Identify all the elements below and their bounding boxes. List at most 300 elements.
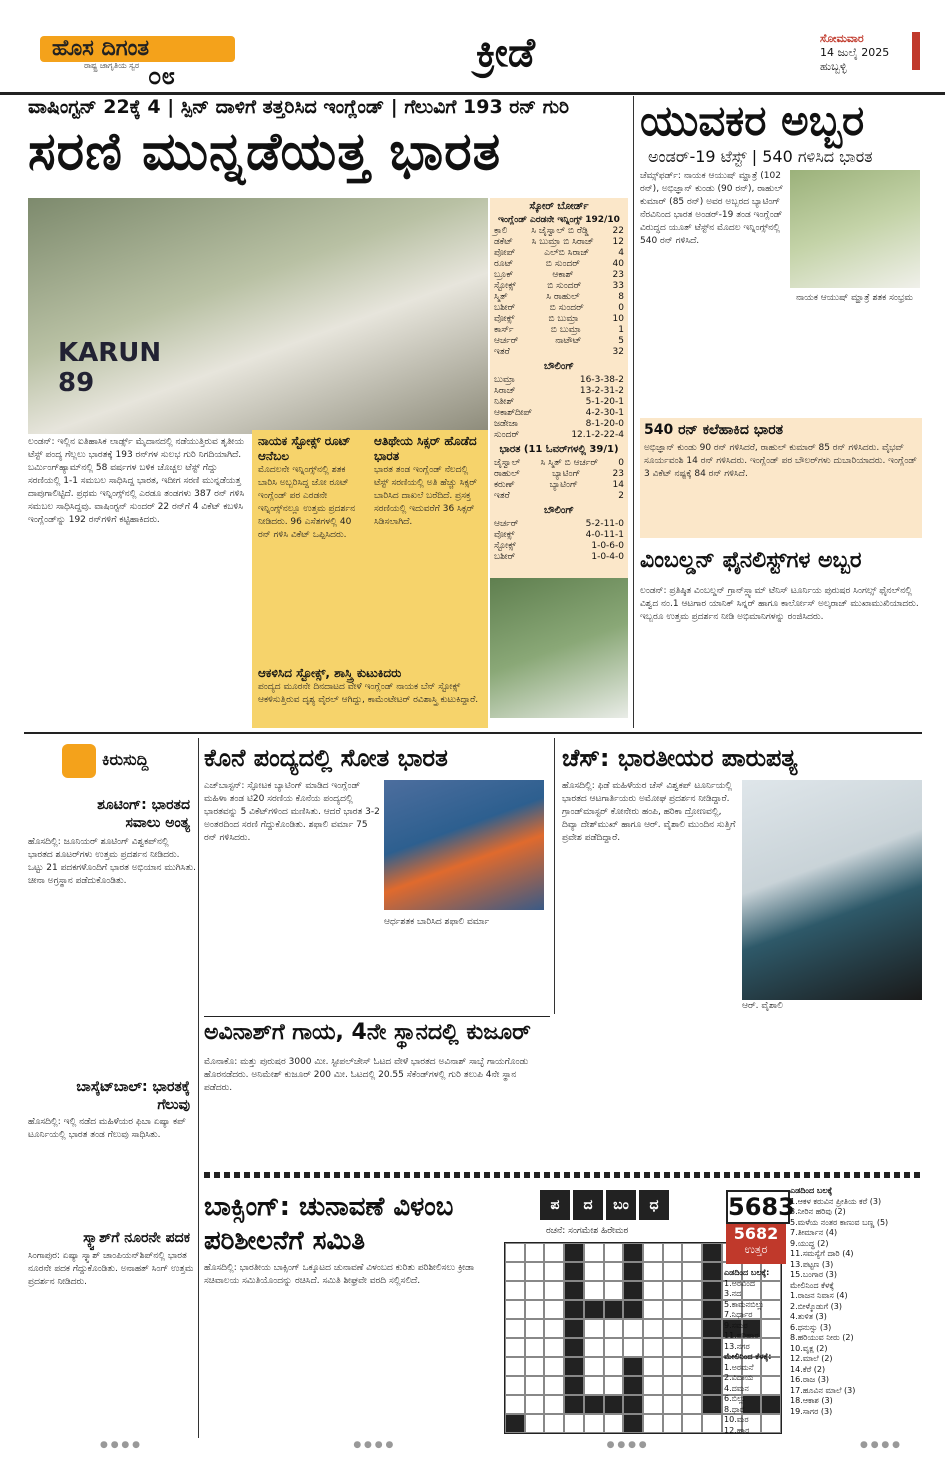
bowling-title: ಬೌಲಿಂಗ್ [544,361,574,372]
crossword-cell[interactable] [663,1414,683,1433]
list-item: 7.ನಿರ್ಧಾರ [724,1310,753,1319]
crossword-cell[interactable] [623,1281,643,1300]
score-cell: ಆರ್ಚರ್ [494,336,519,346]
crossword-cell[interactable] [702,1262,722,1281]
score-cell: 4 [618,248,624,258]
list-item: 9.ಸಮರ [724,1320,748,1330]
crossword-cell[interactable] [643,1281,663,1300]
crossword-cell[interactable] [564,1262,584,1281]
box-story-2-head: ಆತಿಥೇಯ ಸಿಕ್ಸರ್ ಹೊಡೆದ ಭಾರತ [374,434,477,463]
crossword-cell[interactable] [525,1262,545,1281]
score-cell: ರೂಟ್ [494,259,514,269]
score-cell: ಬಿ ಬುಮ್ರಾ [550,325,581,335]
crossword-cell[interactable] [525,1414,545,1433]
score-cell: 13-2-31-2 [579,386,624,396]
answer-list [724,1268,786,1434]
score-cell: ಜಡೇಜಾ [494,419,518,429]
crossword-cell[interactable] [584,1376,604,1395]
crossword-cell[interactable] [505,1376,525,1395]
score-cell: 8 [618,292,624,302]
clues [790,1197,922,1418]
score-cell: 32 [612,347,624,357]
crossword-cell[interactable] [525,1395,545,1414]
puzzle-letter: ಬಂ [606,1190,636,1220]
score-cell: ಜೈಸ್ವಾಲ್ [494,458,521,468]
day-label: ಸೋಮವಾರ [820,32,864,45]
player-jersey: KARUN 89 [58,338,162,398]
boxing-headline: ಬಾಕ್ಸಿಂಗ್: ಚುನಾವಣೆ ವಿಳಂಬ ಪರಿಶೀಲನೆಗೆ ಸಮಿತಿ [204,1192,454,1256]
crossword-cell[interactable] [525,1319,545,1338]
score-cell: ರಾಹುಲ್ [494,469,520,479]
sidebar-yellow-box [252,430,488,728]
column-divider [633,96,634,728]
crossword-cell[interactable] [564,1357,584,1376]
crossword-cell[interactable] [702,1243,722,1262]
crossword-cell[interactable] [604,1300,624,1319]
list-item: 6.ಧನುಸ್ಸು (3) [790,1322,832,1332]
crossword-cell[interactable] [564,1281,584,1300]
side-box-title: 540 ರನ್ ಕಲೆಹಾಕಿದ ಭಾರತ [644,422,784,438]
shooting-body: ಹೊಸದಿಲ್ಲಿ: ಜೂನಿಯರ್ ಶೂಟಿಂಗ್ ವಿಶ್ವಕಪ್‌ನಲ್ಲಿ ಭಾರತದ ಶೂಟರ್‌ಗಳು ಉತ್ತಮ ಪ್ರದರ್ಶನ ನೀಡಿದರು. ಒಟ್ಟು 21 ಪದಕಗಳೊಂದಿಗೆ ಭಾರತ ಅಭಿಯಾನ ಮುಗಿಸಿತು. ಚೀನಾ ಅಗ್ರಸ್ಥಾನ ಪಡೆದುಕೊಂಡಿತು. [28,837,196,886]
list-item: 2.ವಿದಾಯ [724,1373,754,1382]
list-item: 3.ನೀರಿನ ಹರಿವು (2) [790,1207,846,1216]
crossword-cell[interactable] [623,1319,643,1338]
crossword-cell[interactable] [682,1262,702,1281]
list-item: 12.ಹಾರ [724,1425,750,1434]
score-cell: ಬಶೀರ್ [494,303,516,313]
crossword-cell[interactable] [564,1338,584,1357]
score-cell: 33 [612,281,624,291]
crossword-cell[interactable] [505,1357,525,1376]
crossword-cell[interactable] [584,1357,604,1376]
score-cell: ಬ್ಯಾಟಿಂಗ್ [552,469,581,479]
india-batting-table [490,458,628,502]
crossword-cell[interactable] [584,1262,604,1281]
score-row [490,430,628,441]
box-story-1-head: ನಾಯಕ ಸ್ಟೋಕ್ಸ್ ರೂಟ್ ಆನೆಬಲ [258,434,351,463]
list-item: 16.ರಾಜ (3) [790,1375,830,1384]
crossword-cell[interactable] [505,1395,525,1414]
score-cell: ಡಕೆಟ್ [494,237,513,247]
score-row [490,248,628,259]
score-cell: ಬಿ ಸುಂದರ್ [545,259,580,269]
score-cell: ಬುಮ್ರಾ [494,375,516,385]
score-cell: ಬಿ ಸುಂದರ್ [547,281,582,291]
score-cell: 12 [612,237,624,247]
score-cell: ಸುಂದರ್ [494,430,520,440]
crossword-cell[interactable] [604,1376,624,1395]
crossword-cell[interactable] [505,1300,525,1319]
crossword-cell[interactable] [564,1414,584,1433]
list-item: 12.ಮಾಲೆ (2) [790,1354,833,1363]
box-story-1 [258,434,366,542]
score-cell: 12.1-2-22-4 [571,430,624,440]
crossword-cell[interactable] [544,1319,564,1338]
score-row [490,419,628,430]
india-innings-title: ಭಾರತ (11 ಓವರ್‌ಗಳಲ್ಲಿ 39/1) [499,444,619,455]
date-block [820,32,910,74]
bowling-table [490,375,628,441]
crossword-cell[interactable] [663,1281,683,1300]
crossword-cell[interactable] [584,1300,604,1319]
crossword-cell[interactable] [663,1376,683,1395]
crossword-cell[interactable] [663,1243,683,1262]
crossword-cell[interactable] [643,1338,663,1357]
list-item: 10.ಮರ [724,1415,749,1424]
score-cell: 1-0-6-0 [591,541,624,551]
score-row [490,552,628,563]
crossword-cell[interactable] [505,1414,525,1433]
score-row [490,408,628,419]
list-item: 10.ವೃಕ್ಷ (2) [790,1343,828,1353]
list-item: 1.ಅರವಿಂದ [724,1278,756,1288]
captain-caption: ನಾಯಕ ಆಯುಷ್ ಮ್ಹಾತ್ರೆ ಶತಕ ಸಂಭ್ರಮ [796,293,913,303]
score-cell: ಬಿ ಬುಮ್ರಾ [548,314,579,324]
crossword-cell[interactable] [682,1300,702,1319]
puzzle-title [540,1190,730,1222]
crossword-cell[interactable] [682,1338,702,1357]
score-cell: ಕರುಣ್ [494,480,515,490]
score-row [490,530,628,541]
crossword-cell[interactable] [525,1338,545,1357]
list-item: 14.ಕೆರೆ (2) [790,1364,826,1374]
crossword-cell[interactable] [623,1243,643,1262]
crossword-cell[interactable] [544,1300,564,1319]
score-row [490,226,628,237]
basketball-headline: ಬಾಸ್ಕೆಟ್‌ಬಾಲ್: ಭಾರತಕ್ಕೆ ಗೆಲುವು [76,1079,190,1113]
puzzle-letter: ದ [573,1190,603,1220]
crossword-cell[interactable] [604,1414,624,1433]
crossword-cell[interactable] [525,1300,545,1319]
side-box-text: ಅಭಿಜ್ಞಾನ್ ಕುಂಡು 90 ರನ್ ಗಳಿಸಿದರೆ, ರಾಹುಲ್ ಕುಮಾರ್ 85 ರನ್ ಗಳಿಸಿದರು. ವೈಭವ್ ಸೂರ್ಯವಂಶಿ 14 ರನ್ ಗಳಿಸಿದರು. ಇಂಗ್ಲೆಂಡ್ ಪರ ಬೌಲರ್‌ಗಳು ದುಬಾರಿಯಾದರು. ಇಂಗ್ಲೆಂಡ್ 3 ವಿಕೆಟ್ ನಷ್ಟಕ್ಕೆ 84 ರನ್ ಗಳಿಸಿದೆ. [644,443,917,479]
box-story-2 [374,434,482,529]
crossword-cell[interactable] [604,1262,624,1281]
score-row [490,325,628,336]
crossword-cell[interactable] [544,1338,564,1357]
section-divider [204,1016,550,1017]
side-headline: ಯುವಕರ ಅಬ್ಬರ [640,96,865,145]
list-item: 6.ಬಿಲ್ಲು [724,1394,746,1403]
color-dots: ● ● ● ● [606,1440,647,1450]
score-cell: ಎಲ್‌ಬಿ ಸಿರಾಜ್ [544,248,590,258]
crossword-cell[interactable] [663,1262,683,1281]
city-label: ಹುಬ್ಬಳ್ಳಿ [820,60,847,73]
crossword-cell[interactable] [544,1395,564,1414]
list-item: 8.ಧಾರೆ [724,1404,745,1414]
crossword-cell[interactable] [623,1395,643,1414]
side-body: ಚೆಮ್ಸ್‌ಫರ್ಡ್: ನಾಯಕ ಆಯುಷ್ ಮ್ಹಾತ್ರೆ (102 ರನ್), ಅಭಿಜ್ಞಾನ್ ಕುಂಡು (90 ರನ್), ರಾಹುಲ್ ಕುಮಾರ್ (85 ರನ್) ಅವರ ಅಬ್ಬರದ ಬ್ಯಾಟಿಂಗ್ ನೆರವಿನಿಂದ ಭಾರತ ಅಂಡರ್-19 ತಂಡ ಇಂಗ್ಲೆಂಡ್ ವಿರುದ್ಧದ ಯೂತ್ ಟೆಸ್ಟ್‌ನ ಮೊದಲ ಇನ್ನಿಂಗ್ಸ್‌ನಲ್ಲಿ 540 ರನ್ ಗಳಿಸಿದೆ. [640,171,784,246]
list-item: 7.ತೀರ್ಮಾನ (4) [790,1228,838,1237]
score-cell: ಬಿ ಸುಂದರ್ [549,303,584,313]
hand-icon [62,744,96,778]
chess-caption: ಆರ್. ವೈಶಾಲಿ [742,1001,783,1011]
score-cell: ನಿತೀಶ್ [494,397,515,407]
score-cell: 14 [612,480,624,490]
score-cell: ಸಿರಾಜ್ [494,386,516,396]
india-bowling-title: ಬೌಲಿಂಗ್ [544,505,574,516]
crossword-cell[interactable] [682,1357,702,1376]
color-dots: ● ● ● ● [859,1440,900,1450]
kiru-suddi-badge: ಕಿರುಸುದ್ದಿ [102,750,149,769]
score-cell: 1-0-4-0 [591,552,624,562]
box-story-3-text: ಪಂದ್ಯದ ಮೂರನೇ ದಿನದಾಟದ ವೇಳೆ ಇಂಗ್ಲೆಂಡ್ ನಾಯಕ ಬೆನ್ ಸ್ಟೋಕ್ಸ್ ಆಕಳಿಸುತ್ತಿರುವ ದೃಶ್ಯ ವೈರಲ್ ಆಗಿದ್ದು, ಕಾಮೆಂಟೇಟರ್ ರವಿಶಾಸ್ತ್ರಿ ಕುಟುಕಿದ್ದಾರೆ. [258,682,479,705]
score-cell: 23 [612,469,624,479]
crossword-cell[interactable] [604,1338,624,1357]
avinash-headline: ಅವಿನಾಶ್‌ಗೆ ಗಾಯ, 4ನೇ ಸ್ಥಾನದಲ್ಲಿ ಕುಜೂರ್ [204,1020,531,1045]
box-story-3-head: ಆಕಳಿಸಿದ ಸ್ಟೋಕ್ಸ್, ಶಾಸ್ತ್ರಿ ಕುಟುಕಿದರು [258,666,402,680]
crossword-cell[interactable] [702,1395,722,1414]
list-item: 13.ನಗರ [724,1341,750,1351]
score-cell: ಸ್ಟೋಕ್ಸ್ [494,541,516,551]
crossword-cell[interactable] [544,1376,564,1395]
crossword-cell[interactable] [584,1338,604,1357]
answers-across [724,1279,786,1353]
score-row [490,237,628,248]
prev-puzzle-number: 5682 [733,1224,779,1243]
boxing-body: ಹೊಸದಿಲ್ಲಿ: ಭಾರತೀಯ ಬಾಕ್ಸಿಂಗ್ ಒಕ್ಕೂಟದ ಚುನಾವಣೆ ವಿಳಂಬದ ಕುರಿತು ಪರಿಶೀಲಿಸಲು ಕ್ರೀಡಾ ಸಚಿವಾಲಯ ಸಮಿತಿಯೊಂದನ್ನು ರಚಿಸಿದೆ. ಸಮಿತಿ ಶೀಘ್ರವೇ ವರದಿ ಸಲ್ಲಿಸಲಿದೆ. [204,1263,475,1286]
crossword-cell[interactable] [702,1300,722,1319]
score-cell: 0 [618,303,624,313]
list-item: 4.ದಮನ [724,1383,749,1393]
score-cell: ಪೋಪ್ [494,248,516,258]
crossword-cell[interactable] [604,1395,624,1414]
chess-player-photo [742,780,922,1000]
list-item: 11.ಪರಿಹಾರ [724,1331,759,1340]
crossword-cell[interactable] [682,1319,702,1338]
crossword-cell[interactable] [623,1414,643,1433]
list-item: 17.ಹೂವಿನ ಮಾಲೆ (3) [790,1385,856,1395]
list-item: ಮೇಲಿನಿಂದ ಕೆಳಕ್ಕೆ [790,1280,834,1290]
squash-body: ಸಿಂಗಾಪುರ: ಏಷ್ಯಾ ಸ್ಕ್ವಾಶ್ ಚಾಂಪಿಯನ್‌ಶಿಪ್‌ನಲ್ಲಿ ಭಾರತ ನೂರನೇ ಪದಕ ಗೆದ್ದುಕೊಂಡಿತು. ಅನಾಹತ್ ಸಿಂಗ್ ಉತ್ತಮ ಪ್ರದರ್ಶನ ನೀಡಿದರು. [28,1251,194,1287]
score-row [490,469,628,480]
crossword-cell[interactable] [643,1376,663,1395]
shooting-headline: ಶೂಟಿಂಗ್: ಭಾರತದ ಸವಾಲು ಅಂತ್ಯ [97,797,190,831]
score-cell: 5-1-20-1 [585,397,624,407]
score-cell: 8-1-20-0 [585,419,624,429]
score-cell: ಬಶೀರ್ [494,552,516,562]
puzzle-number: 5683 [726,1190,790,1224]
crossword-cell[interactable] [623,1338,643,1357]
women-cricket-body: ಎಜ್‌ಬಾಸ್ಟನ್: ಸ್ಫೋಟಕ ಬ್ಯಾಟಿಂಗ್ ಮಾಡಿದ ಇಂಗ್ಲೆಂಡ್ ಮಹಿಳಾ ತಂಡ ಟಿ20 ಸರಣಿಯ ಕೊನೆಯ ಪಂದ್ಯದಲ್ಲಿ ಭಾರತವನ್ನು 5 ವಿಕೆಟ್‌ಗಳಿಂದ ಮಣಿಸಿತು. ಆದರೆ ಭಾರತ 3-2 ಅಂತರದಿಂದ ಸರಣಿ ಗೆದ್ದುಕೊಂಡಿತು. ಶಫಾಲಿ ವರ್ಮಾ 75 ರನ್ ಗಳಿಸಿದರು. [204,781,380,843]
squash-headline: ಸ್ಕ್ವಾಶ್‌ಗೆ ನೂರನೇ ಪದಕ [83,1230,190,1246]
crossword-cell[interactable] [564,1376,584,1395]
crossword-cell[interactable] [564,1395,584,1414]
score-cell: ಸಿ ಸ್ಮಿತ್ ಬಿ ಆರ್ಚರ್ [540,458,599,468]
list-item: 5.ಮಳೆಯ ನಂತರ ಕಾಣುವ ಬಣ್ಣ (5) [790,1217,889,1227]
score-cell: 4-0-11-1 [585,530,624,540]
score-row [490,347,628,358]
crossword-cell[interactable] [663,1395,683,1414]
crossword-cell[interactable] [702,1281,722,1300]
red-tab [912,32,920,70]
wimbledon-headline: ವಿಂಬಲ್ಡನ್ ಫೈನಲಿಸ್ಟ್‌ಗಳ ಅಬ್ಬರ [640,548,862,573]
crossword-cell[interactable] [643,1357,663,1376]
score-row [490,375,628,386]
crossword-cell[interactable] [643,1243,663,1262]
crossword-cell[interactable] [663,1357,683,1376]
score-cell: ಸಿ ಬುಮ್ರಾ ಬಿ ಸಿರಾಜ್ [531,237,594,247]
score-row [490,281,628,292]
score-cell: ಆಕಾಶ್ [552,270,574,280]
puzzle-letter: ಪ [540,1190,570,1220]
list-item: 11.ಸಮಸ್ಯೆಗೆ ದಾರಿ (4) [790,1249,854,1258]
section-divider [204,1172,922,1178]
crossword-cell[interactable] [525,1376,545,1395]
scorecard [490,198,628,578]
box-story-1-text: ಮೊದಲನೇ ಇನ್ನಿಂಗ್ಸ್‌ನಲ್ಲಿ ಶತಕ ಬಾರಿಸಿ ಅಬ್ಬರಿಸಿದ್ದ ಜೋ ರೂಟ್ ಇಂಗ್ಲೆಂಡ್ ಪರ ಎರಡನೇ ಇನ್ನಿಂಗ್ಸ್‌ನಲ್ಲೂ ಉತ್ತಮ ಪ್ರದರ್ಶನ ನೀಡಿದರು. 96 ಎಸೆತಗಳಲ್ಲಿ 40 ರನ್ ಗಳಿಸಿ ವಿಕೆಟ್ ಒಪ್ಪಿಸಿದರು. [258,465,356,540]
crossword-cell[interactable] [584,1414,604,1433]
crossword-cell[interactable] [682,1414,702,1433]
crossword-cell[interactable] [643,1300,663,1319]
list-item: 13.ಪಟ್ಟಣ (3) [790,1259,834,1269]
score-cell: ವೋಕ್ಸ್ [494,530,515,540]
crossword-cell[interactable] [682,1281,702,1300]
crossword-cell[interactable] [702,1376,722,1395]
score-cell: ಸ್ಟೋಕ್ಸ್ [494,281,516,291]
crossword-cell[interactable] [702,1319,722,1338]
crossword-cell[interactable] [505,1281,525,1300]
women-cricket-caption: ಆರ್ಧಶತಕ ಬಾರಿಸಿದ ಶಫಾಲಿ ವರ್ಮಾ [384,917,490,927]
crossword-cell[interactable] [544,1262,564,1281]
score-row [490,397,628,408]
score-cell: 0 [618,458,624,468]
score-cell: ನಾಟೌಟ್ [555,336,582,346]
score-cell: ಇತರೆ [494,347,510,357]
score-row [490,270,628,281]
crossword-cell[interactable] [505,1262,525,1281]
crossword-cell[interactable] [604,1357,624,1376]
basketball-body: ಹೊಸದಿಲ್ಲಿ: ಇಲ್ಲಿ ನಡೆದ ಮಹಿಳೆಯರ ಫಿಬಾ ಏಷ್ಯಾ ಕಪ್ ಟೂರ್ನಿಯಲ್ಲಿ ಭಾರತ ತಂಡ ಗೆಲುವು ಸಾಧಿಸಿತು. [28,1117,186,1140]
crossword-cell[interactable] [682,1395,702,1414]
crossword-cell[interactable] [584,1281,604,1300]
score-cell: 16-3-38-2 [579,375,624,385]
crossword-cell[interactable] [525,1357,545,1376]
list-item: 19.ಸಾಗರ (3) [790,1406,833,1416]
list-item: 4.ತುಳಿತ (3) [790,1312,827,1321]
list-item: 1.ಆಕಳ ಕರುವಿನ ಪ್ರೀತಿಯ ಕರೆ (3) [790,1196,882,1206]
crossword-cell[interactable] [564,1300,584,1319]
color-dots: ● ● ● ● [100,1440,140,1450]
lead-photo [28,198,488,434]
score-cell: 2 [618,491,624,501]
crossword-cell[interactable] [564,1243,584,1262]
score-cell: 23 [612,270,624,280]
crossword-cell[interactable] [564,1319,584,1338]
crossword-cell[interactable] [525,1281,545,1300]
crossword-cell[interactable] [584,1243,604,1262]
crossword-cell[interactable] [663,1338,683,1357]
crossword-cell[interactable] [584,1395,604,1414]
section-divider [24,732,922,734]
puzzle-letter: ಧ [639,1190,669,1220]
section-title: ಕ್ರೀಡೆ [476,30,535,76]
print-registration-marks [100,1440,900,1450]
crossword-cell[interactable] [525,1243,545,1262]
score-row [490,541,628,552]
crossword-cell[interactable] [643,1262,663,1281]
crossword-cell[interactable] [604,1243,624,1262]
crossword-cell[interactable] [544,1414,564,1433]
crossword-cell[interactable] [623,1300,643,1319]
crossword-cell[interactable] [623,1376,643,1395]
crossword-cell[interactable] [702,1357,722,1376]
score-cell: 10 [612,314,624,324]
answers-down-title: ಮೇಲಿನಿಂದ ಕೆಳಕ್ಕೆ: [724,1352,772,1361]
list-item: 5.ಕಾಮನಬಿಲ್ಲು [724,1299,765,1309]
crossword-cell[interactable] [623,1357,643,1376]
crossword-cell[interactable] [623,1262,643,1281]
captain-photo [790,170,920,288]
answers-across-title: ಎಡದಿಂದ ಬಲಕ್ಕೆ: [724,1268,770,1277]
lead-kicker: ವಾಷಿಂಗ್ಟನ್ 22ಕ್ಕೆ 4 | ಸ್ಪಿನ್ ದಾಳಿಗೆ ತತ್ತರಿಸಿದ ಇಂಗ್ಲೆಂಡ್ | ಗೆಲುವಿಗೆ 193 ರನ್ ಗುರಿ [28,96,570,118]
score-cell: ಇತರೆ [494,491,510,501]
crossword-cell[interactable] [682,1243,702,1262]
lead-headline: ಸರಣಿ ಮುನ್ನಡೆಯತ್ತ ಭಾರತ [28,122,502,182]
chess-headline: ಚೆಸ್: ಭಾರತೀಯರ ಪಾರುಪತ್ಯ [562,744,798,772]
crossword-cell[interactable] [663,1300,683,1319]
crossword-cell[interactable] [663,1319,683,1338]
score-cell: ಆಕಾಶ್‌ದೀಪ್ [494,408,533,418]
score-cell: ಕಾರ್ಸ್ [494,325,514,335]
crossword-cell[interactable] [702,1338,722,1357]
crossword-cell[interactable] [682,1376,702,1395]
crossword-cell[interactable] [584,1319,604,1338]
wimbledon-body: ಲಂಡನ್: ಪ್ರತಿಷ್ಠಿತ ವಿಂಬಲ್ಡನ್ ಗ್ರಾನ್‌ಸ್ಲ್ಯಾಮ್ ಟೆನಿಸ್ ಟೂರ್ನಿಯ ಪುರುಷರ ಸಿಂಗಲ್ಸ್ ಫೈನಲ್‌ನಲ್ಲಿ ವಿಶ್ವದ ನಂ.1 ಆಟಗಾರ ಯಾನಿಕ್ ಸಿನ್ನರ್ ಹಾಗೂ ಕಾರ್ಲೋಸ್ ಅಲ್ಕರಾಜ್ ಮುಖಾಮುಖಿಯಾದರು. ಇಬ್ಬರೂ ಉತ್ತಮ ಪ್ರದರ್ಶನ ನೀಡಿ ಅಭಿಮಾನಿಗಳನ್ನು ರಂಜಿಸಿದರು. [640,586,919,622]
avinash-body: ಮೊನಾಕೊ: ಮತ್ತು ಪುರುಷರ 3000 ಮೀ. ಸ್ಟೀಪಲ್‌ಚೇಸ್ ಓಟದ ವೇಳೆ ಭಾರತದ ಅವಿನಾಶ್ ಸಾಬ್ಳೆ ಗಾಯಗೊಂಡು ಹೊರನಡೆದರು. ಅನಿಮೇಶ್ ಕುಜೂರ್ 200 ಮೀ. ಓಟದಲ್ಲಿ 20.55 ಸೆಕೆಂಡ್‌ಗಳಲ್ಲಿ ಗುರಿ ತಲುಪಿ 4ನೇ ಸ್ಥಾನ ಪಡೆದರು. [204,1057,529,1093]
list-item: 15.ಬಂಗಾರ (3) [790,1270,837,1279]
crossword-cell[interactable] [643,1414,663,1433]
bowler-photo [490,578,628,718]
crossword-cell[interactable] [544,1357,564,1376]
answers-down [724,1363,786,1435]
score-cell: 1 [618,325,624,335]
score-cell: 40 [612,259,624,269]
crossword-cell[interactable] [505,1338,525,1357]
crossword-cell[interactable] [505,1319,525,1338]
crossword-cell[interactable] [505,1243,525,1262]
score-cell: ಸಿ ಜೈಸ್ವಾಲ್ ಬಿ ರೆಡ್ಡಿ [531,226,589,236]
list-item: 8.ಹರಿಯುವ ನೀರು (2) [790,1333,854,1342]
score-cell: ಆರ್ಚರ್ [494,519,519,529]
answer-box [726,1224,786,1264]
crossword-cell[interactable] [604,1319,624,1338]
crossword-cell[interactable] [544,1281,564,1300]
india-bowling-table [490,519,628,563]
crossword-cell[interactable] [702,1414,722,1433]
score-cell: ಕ್ರಾಲಿ [494,226,508,236]
score-cell: ವೋಕ್ಸ್ [494,314,515,324]
list-item: 9.ಯುದ್ಧ (2) [790,1238,829,1248]
list-item: 1.ರಾಜನ ನಿವಾಸ (4) [790,1291,848,1300]
box-story-3 [258,666,482,707]
score-row [490,491,628,502]
crossword-cell[interactable] [544,1243,564,1262]
crossword-cell[interactable] [643,1395,663,1414]
page-number: ೦೮ [148,62,175,90]
score-row [490,303,628,314]
newspaper-logo: ಹೊಸ ದಿಗಂತ [52,36,150,61]
score-cell: 5-2-11-0 [585,519,624,529]
score-cell: ಸಿ ರಾಹುಲ್ [546,292,580,302]
list-item: 3.ನದ [724,1289,742,1298]
batting-table [490,226,628,358]
score-row [490,314,628,325]
list-item: 2.ಬೀಳ್ಕೊಡುಗೆ (3) [790,1301,843,1311]
crossword-cell[interactable] [643,1319,663,1338]
score-row [490,292,628,303]
score-cell: 4-2-30-1 [585,408,624,418]
crossword-cell[interactable] [604,1281,624,1300]
